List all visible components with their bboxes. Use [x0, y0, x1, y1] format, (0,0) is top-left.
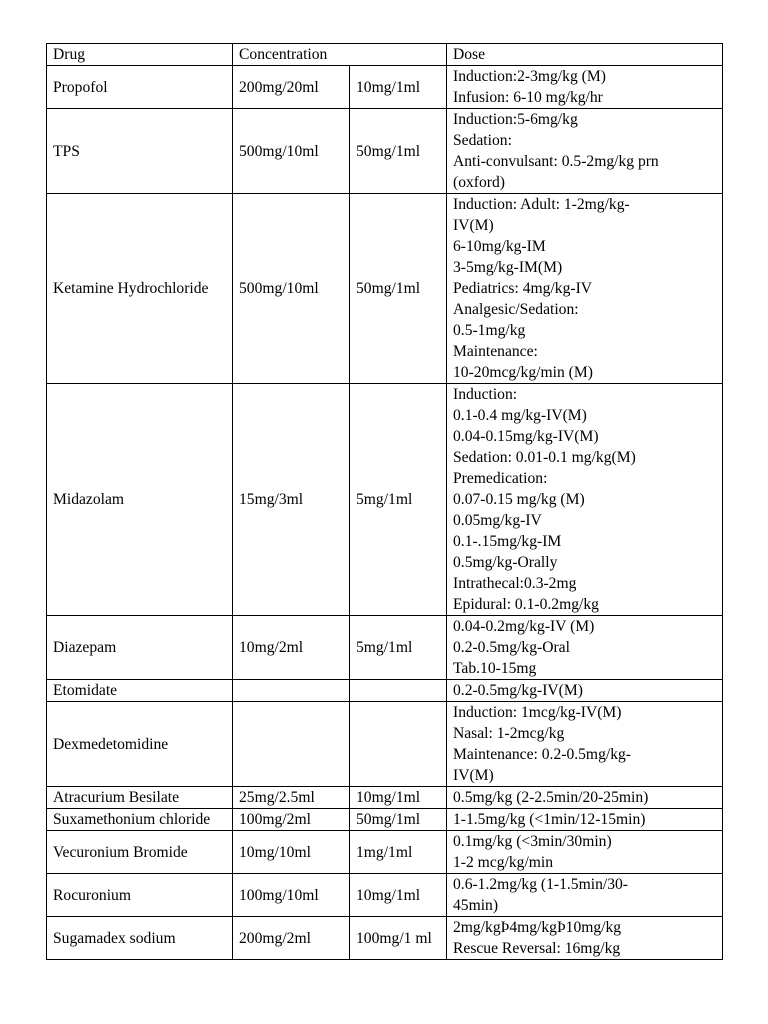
dose-cell [447, 917, 723, 960]
concentration-total-cell: 100mg/2ml [233, 809, 350, 831]
dose-line: 2mg/kgÞ4mg/kgÞ10mg/kg [453, 919, 622, 936]
dose-line: IV(M) [453, 767, 494, 784]
dose-line: 0.04-0.2mg/kg-IV (M) [453, 618, 595, 635]
dose-line: Induction: Adult: 1-2mg/kg- [453, 196, 630, 213]
dose-line: Induction: 1mcg/kg-IV(M) [453, 704, 622, 721]
drug-dosage-table [46, 43, 723, 960]
dose-line: Induction:2-3mg/kg (M) [453, 68, 606, 85]
header-concentration: Concentration [233, 44, 447, 66]
dose-line: Analgesic/Sedation: [453, 301, 579, 318]
dose-cell [447, 616, 723, 680]
concentration-per-ml-cell [350, 702, 447, 787]
dose-line: Induction: [453, 386, 518, 403]
dose-line: Epidural: 0.1-0.2mg/kg [453, 596, 599, 613]
drug-name-cell: Sugamadex sodium [47, 917, 233, 960]
table-row [47, 831, 723, 874]
dose-line: Pediatrics: 4mg/kg-IV [453, 280, 593, 297]
concentration-per-ml-cell: 100mg/1 ml [350, 917, 447, 960]
concentration-total-cell: 200mg/2ml [233, 917, 350, 960]
header-dose: Dose [447, 44, 723, 66]
table-row [47, 66, 723, 109]
dose-line: 6-10mg/kg-IM [453, 238, 546, 255]
drug-name-cell: Dexmedetomidine [47, 702, 233, 787]
drug-name-cell: Ketamine Hydrochloride [47, 194, 233, 384]
header-drug: Drug [47, 44, 233, 66]
concentration-total-cell: 500mg/10ml [233, 194, 350, 384]
table-row [47, 874, 723, 917]
concentration-per-ml-cell: 10mg/1ml [350, 874, 447, 917]
dose-cell [447, 787, 723, 809]
dose-line: Rescue Reversal: 16mg/kg [453, 940, 621, 957]
concentration-total-cell: 15mg/3ml [233, 384, 350, 616]
concentration-per-ml-cell: 50mg/1ml [350, 194, 447, 384]
concentration-per-ml-cell: 5mg/1ml [350, 384, 447, 616]
dose-line: IV(M) [453, 217, 494, 234]
concentration-per-ml-cell: 50mg/1ml [350, 809, 447, 831]
drug-name-cell: Atracurium Besilate [47, 787, 233, 809]
dose-line: 10-20mcg/kg/min (M) [453, 364, 593, 381]
dose-line: 3-5mg/kg-IM(M) [453, 259, 563, 276]
drug-name-cell: Diazepam [47, 616, 233, 680]
table-row [47, 680, 723, 702]
table-header-row [47, 44, 723, 66]
concentration-per-ml-cell: 50mg/1ml [350, 109, 447, 194]
dose-line: 0.5mg/kg-Orally [453, 554, 558, 571]
concentration-total-cell: 25mg/2.5ml [233, 787, 350, 809]
table-row [47, 702, 723, 787]
concentration-per-ml-cell: 1mg/1ml [350, 831, 447, 874]
dose-line: Maintenance: [453, 343, 538, 360]
dose-line: (oxford) [453, 174, 505, 191]
dose-cell [447, 809, 723, 831]
dose-line: Tab.10-15mg [453, 660, 537, 677]
dose-line: 0.5-1mg/kg [453, 322, 526, 339]
dose-line: 0.2-0.5mg/kg-IV(M) [453, 682, 583, 699]
dose-line: Nasal: 1-2mcg/kg [453, 725, 565, 742]
dose-line: 45min) [453, 897, 499, 914]
dose-line: 0.04-0.15mg/kg-IV(M) [453, 428, 599, 445]
table-row [47, 917, 723, 960]
table-row [47, 809, 723, 831]
drug-name-cell: TPS [47, 109, 233, 194]
concentration-total-cell: 200mg/20ml [233, 66, 350, 109]
drug-name-cell: Etomidate [47, 680, 233, 702]
dose-line: 0.05mg/kg-IV [453, 512, 542, 529]
dose-cell [447, 66, 723, 109]
concentration-total-cell: 500mg/10ml [233, 109, 350, 194]
concentration-per-ml-cell: 10mg/1ml [350, 66, 447, 109]
drug-name-cell: Suxamethonium chloride [47, 809, 233, 831]
table-row [47, 194, 723, 384]
dose-line: 1-2 mcg/kg/min [453, 854, 554, 871]
concentration-total-cell [233, 680, 350, 702]
dose-cell [447, 384, 723, 616]
concentration-per-ml-cell: 10mg/1ml [350, 787, 447, 809]
dose-line: 0.1-.15mg/kg-IM [453, 533, 562, 550]
concentration-total-cell: 10mg/2ml [233, 616, 350, 680]
dose-line: Intrathecal:0.3-2mg [453, 575, 577, 592]
concentration-total-cell: 10mg/10ml [233, 831, 350, 874]
concentration-total-cell [233, 702, 350, 787]
drug-name-cell: Midazolam [47, 384, 233, 616]
dose-cell [447, 831, 723, 874]
concentration-per-ml-cell: 5mg/1ml [350, 616, 447, 680]
dose-line: Induction:5-6mg/kg [453, 111, 578, 128]
dose-cell [447, 874, 723, 917]
dose-cell [447, 109, 723, 194]
dose-cell [447, 702, 723, 787]
dose-cell [447, 194, 723, 384]
dose-line: 0.1-0.4 mg/kg-IV(M) [453, 407, 587, 424]
table-body [47, 66, 723, 960]
dose-line: Infusion: 6-10 mg/kg/hr [453, 89, 603, 106]
dose-line: 0.6-1.2mg/kg (1-1.5min/30- [453, 876, 628, 893]
dose-line: 0.07-0.15 mg/kg (M) [453, 491, 585, 508]
drug-name-cell: Rocuronium [47, 874, 233, 917]
concentration-per-ml-cell [350, 680, 447, 702]
dose-line: 0.2-0.5mg/kg-Oral [453, 639, 570, 656]
dose-line: Maintenance: 0.2-0.5mg/kg- [453, 746, 631, 763]
table-row [47, 109, 723, 194]
dose-line: 1-1.5mg/kg (<1min/12-15min) [453, 811, 646, 828]
dose-cell [447, 680, 723, 702]
drug-name-cell: Vecuronium Bromide [47, 831, 233, 874]
dose-line: Sedation: 0.01-0.1 mg/kg(M) [453, 449, 636, 466]
dose-line: Premedication: [453, 470, 548, 487]
table-row [47, 616, 723, 680]
dose-line: 0.5mg/kg (2-2.5min/20-25min) [453, 789, 649, 806]
dose-line: 0.1mg/kg (<3min/30min) [453, 833, 612, 850]
table-row [47, 384, 723, 616]
table-row [47, 787, 723, 809]
concentration-total-cell: 100mg/10ml [233, 874, 350, 917]
dose-line: Sedation: [453, 132, 512, 149]
dose-line: Anti-convulsant: 0.5-2mg/kg prn [453, 153, 659, 170]
drug-name-cell: Propofol [47, 66, 233, 109]
